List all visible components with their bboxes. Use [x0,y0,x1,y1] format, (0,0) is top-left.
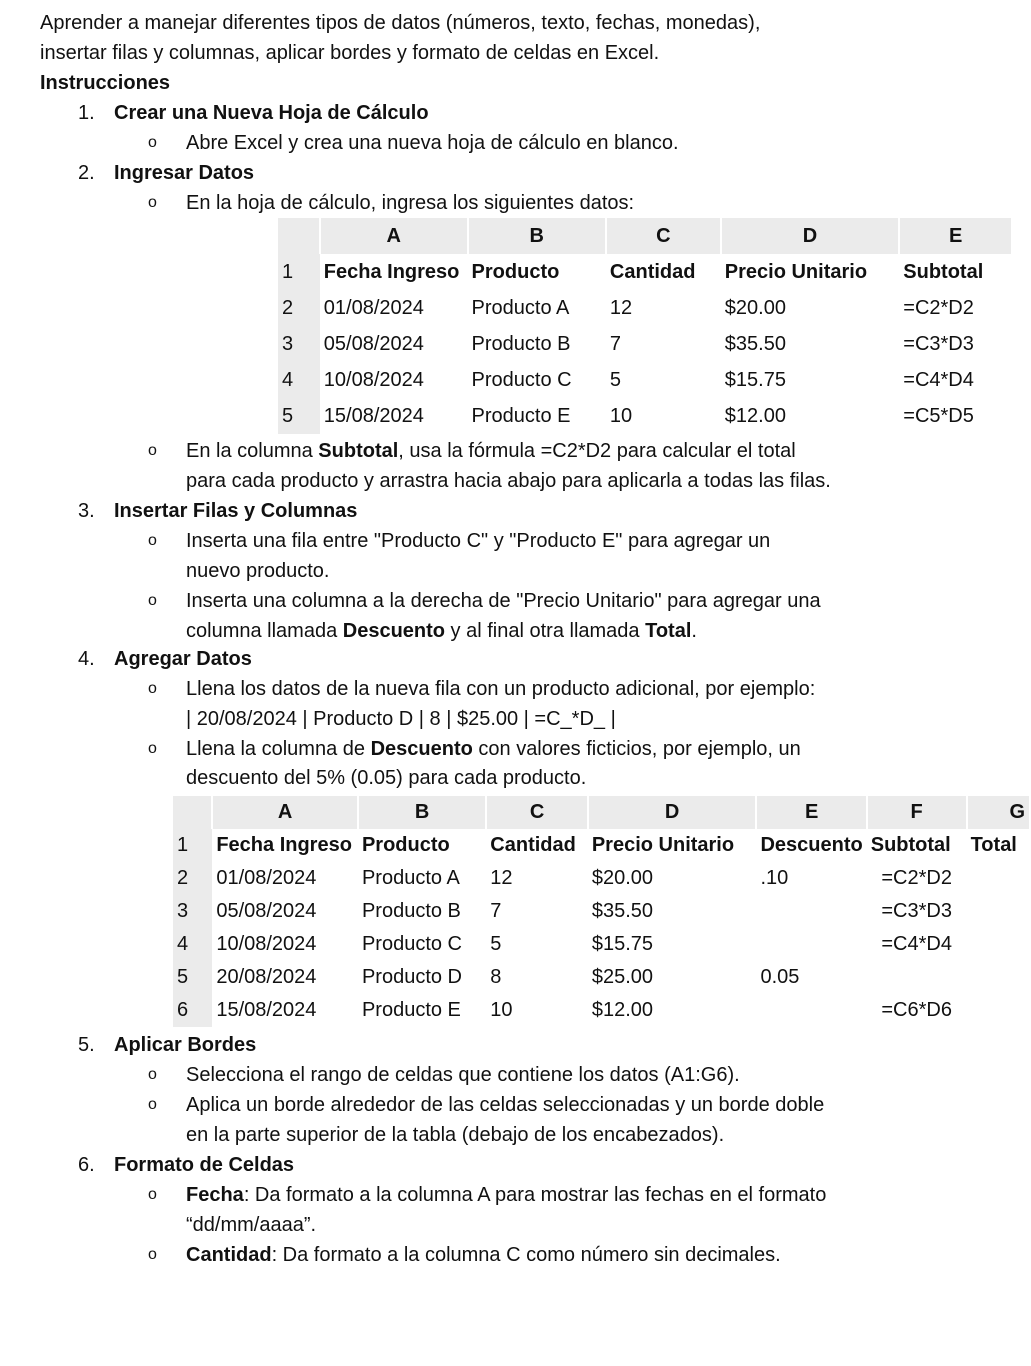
header-cell: Fecha Ingreso [216,834,352,856]
table-header-row [278,254,1012,290]
corner-cell [173,796,212,829]
column-letter: A [320,218,468,254]
bullet-continuation: “dd/mm/aaaa”. [186,1214,317,1236]
cell: 5 [609,368,622,391]
bullet-circle-icon: o [148,442,157,459]
cell: Producto A [361,867,460,889]
table-row [278,290,1012,326]
table-row [278,326,1012,362]
cell: 5 [490,933,502,955]
bullet-item: o Llena la columna de Descuento con valores ficticios, por ejemplo, un [148,734,801,764]
cell [756,895,866,928]
bullet-item: o Llena los datos de la nueva fila con un producto adicional, por ejemplo: [148,674,815,704]
cell: 20/08/2024 [216,966,317,988]
bullet-continuation: columna llamada Descuento y al final otra llamada Total. [186,620,697,642]
bullet-circle-icon: o [148,680,157,697]
cell: 10 [490,999,513,1021]
table-row [278,398,1012,434]
step-2-heading: 2. Ingresar Datos [78,162,255,184]
bullet-item: o Abre Excel y crea una nueva hoja de cálculo en blanco. [148,128,679,158]
row-number: 3 [278,326,320,362]
bullet-item: o Inserta una fila entre "Producto C" y "Producto E" para agregar un [148,526,770,556]
cell [967,994,1030,1027]
row-number: 2 [278,290,320,326]
bullet-circle-icon: o [148,1066,157,1083]
column-letter: B [468,218,606,254]
bullet-continuation: para cada producto y arrastra hacia abajo para aplicarla a todas las filas. [186,470,831,492]
column-letter: B [358,796,486,829]
bullet-item: o Selecciona el rango de celdas que contiene los datos (A1:G6). [148,1060,740,1090]
cell: $20.00 [724,296,786,319]
column-letter-row [173,796,1030,829]
bullet-item: o Fecha: Da formato a la columna A para mostrar las fechas en el formato [148,1180,826,1210]
instructions-heading: Instrucciones [40,72,171,94]
cell: $12.00 [724,404,786,427]
cell: Producto B [471,332,571,355]
table-row [173,994,1030,1027]
cell: 05/08/2024 [323,332,424,355]
row-number: 4 [278,362,320,398]
column-letter: C [606,218,721,254]
header-cell: Cantidad [490,834,576,856]
column-letter: C [486,796,588,829]
row-number: 4 [173,928,212,961]
row-number: 2 [173,862,212,895]
bullet-circle-icon: o [148,592,157,609]
cell: 12 [609,296,633,319]
cell: .10 [760,867,789,889]
bullet-circle-icon: o [148,740,157,757]
cell: Producto C [361,933,463,955]
cell: 10 [609,404,633,427]
table-row [173,862,1030,895]
column-letter-row [278,218,1012,254]
header-cell: Subtotal [903,260,984,283]
table-row [173,895,1030,928]
table-header-row [173,829,1030,862]
cell [967,928,1030,961]
bullet-item: o En la columna Subtotal, usa la fórmula =C2*D2 para calcular el total [148,436,796,466]
table-row [173,961,1030,994]
table-row [173,928,1030,961]
corner-cell [278,218,320,254]
cell [756,994,866,1027]
row-number: 6 [173,994,212,1027]
cell [967,961,1030,994]
cell: Producto C [471,368,572,391]
cell: 7 [490,900,502,922]
cell: =C3*D3 [881,900,952,922]
cell: Producto B [361,900,461,922]
header-cell: Precio Unitario [591,834,735,856]
cell: $20.00 [591,867,653,889]
cell: =C2*D2 [903,296,974,319]
cell: 01/08/2024 [216,867,317,889]
bullet-continuation: en la parte superior de la tabla (debajo de los encabezados). [186,1124,725,1146]
header-cell: Producto [361,834,450,856]
table-row [278,362,1012,398]
cell: $35.50 [724,332,786,355]
bullet-circle-icon: o [148,532,157,549]
bullet-circle-icon: o [148,1186,157,1203]
row-number: 5 [278,398,320,434]
header-cell: Precio Unitario [724,260,868,283]
header-cell: Producto [471,260,560,283]
step-5-heading: 5. Aplicar Bordes [78,1034,257,1056]
header-cell: Cantidad [609,260,696,283]
header-cell: Descuento [760,834,863,856]
column-letter: F [867,796,967,829]
cell: $15.75 [591,933,653,955]
bullet-item: o Aplica un borde alrededor de las celdas seleccionadas y un borde doble [148,1090,824,1120]
cell: 7 [609,332,622,355]
bullet-circle-icon: o [148,1096,157,1113]
cell: =C2*D2 [881,867,952,889]
cell [967,862,1030,895]
cell: Producto E [471,404,571,427]
bullet-continuation: descuento del 5% (0.05) para cada producto. [186,767,587,789]
spreadsheet-table-1 [278,218,1013,434]
step-4-heading: 4. Agregar Datos [78,648,252,670]
cell: 12 [490,867,513,889]
intro-line: Aprender a manejar diferentes tipos de datos (números, texto, fechas, monedas), [40,12,761,34]
step-1-heading: 1. Crear una Nueva Hoja de Cálculo [78,102,429,124]
column-letter: E [899,218,1012,254]
cell: =C4*D4 [881,933,952,955]
column-letter: D [721,218,899,254]
cell: 10/08/2024 [216,933,317,955]
step-6-heading: 6. Formato de Celdas [78,1154,295,1176]
bullet-item: o En la hoja de cálculo, ingresa los siguientes datos: [148,188,634,218]
cell: Producto E [361,999,461,1021]
cell: 01/08/2024 [323,296,424,319]
cell: 05/08/2024 [216,900,317,922]
bullet-circle-icon: o [148,194,157,211]
column-letter: A [212,796,358,829]
row-number: 5 [173,961,212,994]
cell: $15.75 [724,368,786,391]
spreadsheet-table-2 [173,796,1031,1027]
intro-paragraph [40,8,1020,68]
cell: 15/08/2024 [216,999,317,1021]
bullet-item: o Inserta una columna a la derecha de "Precio Unitario" para agregar una [148,586,821,616]
cell: Producto D [361,966,463,988]
column-letter: D [588,796,757,829]
column-letter: E [756,796,866,829]
cell: =C5*D5 [903,404,974,427]
cell: $35.50 [591,900,653,922]
cell: 0.05 [760,966,800,988]
cell [867,961,967,994]
column-letter: G [967,796,1030,829]
bullet-circle-icon: o [148,1246,157,1263]
cell: 10/08/2024 [323,368,424,391]
bullet-continuation: | 20/08/2024 | Producto D | 8 | $25.00 | =C_*D_ | [186,708,616,730]
cell: =C6*D6 [881,999,952,1021]
bullet-continuation: nuevo producto. [186,560,330,582]
bullet-item: o Cantidad: Da formato a la columna C como número sin decimales. [148,1240,781,1270]
cell [756,928,866,961]
row-number: 3 [173,895,212,928]
row-number: 1 [278,254,320,290]
cell: Producto A [471,296,570,319]
cell: 15/08/2024 [323,404,424,427]
cell: $12.00 [591,999,653,1021]
cell: $25.00 [591,966,653,988]
cell: 8 [490,966,502,988]
header-cell: Subtotal [870,834,951,856]
header-cell: Total [970,834,1017,856]
cell [967,895,1030,928]
bullet-circle-icon: o [148,134,157,151]
cell: =C4*D4 [903,368,974,391]
step-3-heading: 3. Insertar Filas y Columnas [78,500,358,522]
intro-line: insertar filas y columnas, aplicar bordes y formato de celdas en Excel. [40,42,660,64]
row-number: 1 [173,829,212,862]
cell: =C3*D3 [903,332,974,355]
header-cell: Fecha Ingreso [323,260,460,283]
